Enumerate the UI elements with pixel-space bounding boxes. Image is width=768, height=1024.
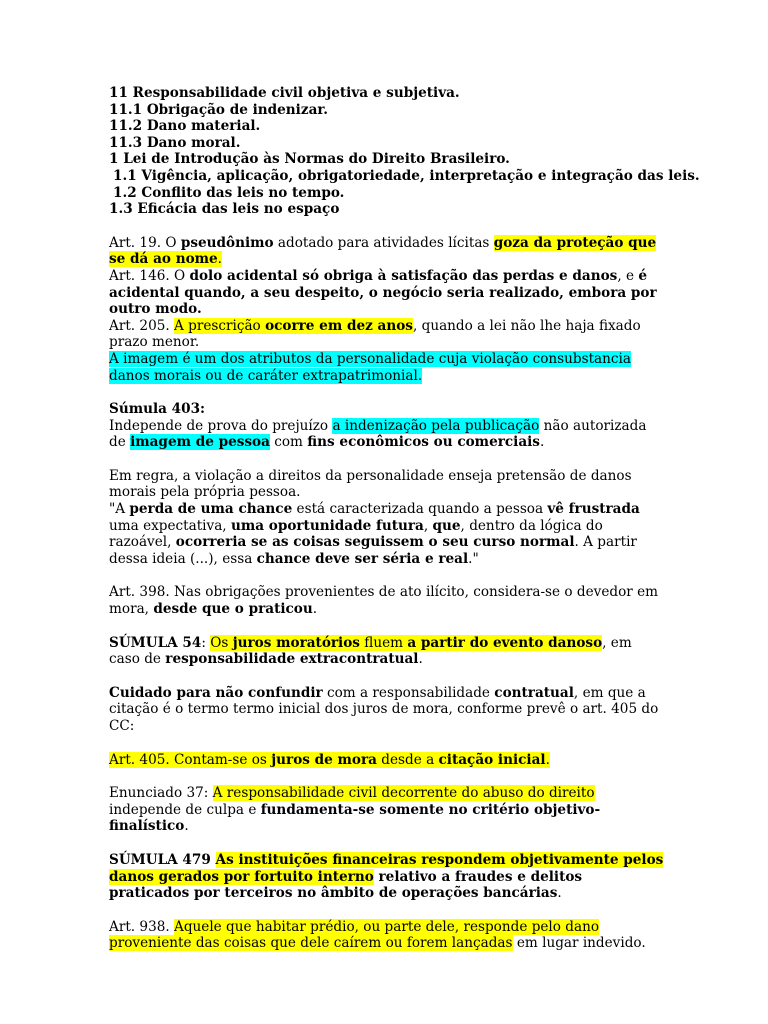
art-405-paragraph — [109, 752, 664, 769]
text-run: relativo a fraudes e delitos praticados por terceiros no âmbito de operações bancárias — [109, 868, 583, 902]
highlight-cyan: a indenização pela publicação — [332, 417, 540, 434]
toc-item: 1 Lei de Introdução às Normas do Direito Brasileiro. — [109, 151, 510, 168]
toc-item: 1.2 Conflito das leis no tempo. — [113, 184, 345, 201]
text-run: . — [557, 885, 562, 902]
text-run: é acidental quando, a seu despeito, o negócio seria realizado, embora por outro modo. — [109, 267, 657, 318]
highlight-yellow: goza da proteção que se dá ao nome — [109, 234, 657, 268]
text-run: , e — [617, 267, 639, 284]
toc-item: 1.3 Eficácia das leis no espaço — [109, 201, 340, 218]
imagem-paragraph — [109, 351, 664, 384]
text-run: . — [539, 434, 545, 451]
highlight-yellow: Os — [210, 634, 233, 651]
highlight-yellow: A prescrição — [174, 317, 266, 334]
text-run: dolo acidental só obriga à satisfação das perdas e danos — [189, 267, 618, 284]
text-run: desde que o praticou — [153, 601, 313, 618]
highlight-yellow: A responsabilidade civil decorrente do abuso do direito — [212, 785, 595, 802]
text-run: adotado para atividades lícitas — [273, 234, 494, 251]
text-run: "A — [109, 501, 130, 518]
text-run: Independe de prova do prejuízo — [109, 417, 333, 434]
sumula-54-paragraph — [109, 635, 664, 668]
text-run: que — [432, 517, 461, 534]
text-run: . A partir dessa ideia (...), essa — [109, 534, 637, 567]
enunciado-37-paragraph — [109, 785, 664, 835]
art-398-paragraph — [109, 584, 664, 617]
text-run: com a responsabilidade — [322, 684, 495, 701]
text-run: ocorreria se as coisas seguissem o seu curso normal — [175, 534, 575, 551]
text-run: independe de culpa e — [109, 801, 261, 818]
highlight-yellow: . — [545, 751, 550, 768]
toc-item: 11.2 Dano material. — [109, 118, 261, 135]
text-run: , em caso de — [109, 634, 632, 668]
art-146-paragraph — [109, 268, 664, 318]
text-run: , em que a citação é o termo termo inicial dos juros de mora, conforme prevê o art. 405 do CC: — [109, 684, 659, 734]
text-run: . — [312, 601, 318, 618]
text-run: SÚMULA 54 — [109, 634, 202, 651]
cuidado-paragraph — [109, 685, 664, 735]
art-19-paragraph — [109, 235, 664, 268]
highlight-yellow: juros moratórios — [232, 634, 360, 651]
text-run: Enunciado 37: — [109, 785, 213, 802]
text-run: , quando a lei não lhe haja fixado prazo menor. — [109, 317, 641, 351]
text-run: está caracterizada quando a pessoa — [292, 501, 548, 518]
highlight-cyan: imagem de pessoa — [130, 434, 270, 451]
text-run: . — [418, 651, 423, 668]
highlight-yellow: fluem — [359, 634, 408, 651]
text-run: SÚMULA 479 — [109, 851, 216, 868]
highlight-yellow: citação inicial — [438, 751, 546, 768]
text-run: em lugar indevido. — [512, 935, 646, 952]
toc-item: 11.3 Dano moral. — [109, 134, 241, 151]
table-of-contents — [109, 85, 700, 218]
text-run: com — [269, 434, 308, 451]
perda-chance-paragraph — [109, 501, 664, 567]
text-run: Súmula 403: — [109, 401, 206, 418]
highlight-yellow: Art. 405. Contam-se os — [109, 751, 272, 768]
text-run: contratual — [494, 684, 574, 701]
text-run: responsabilidade extracontratual — [165, 651, 419, 668]
art-205-paragraph — [109, 318, 664, 351]
text-run: perda de uma chance — [129, 501, 293, 518]
text-run: fins econômicos ou comerciais — [307, 434, 540, 451]
highlight-yellow: As instituições financeiras respondem objetivamente pelos danos gerados por fortuito interno — [109, 851, 664, 885]
text-run: uma oportunidade futura — [230, 517, 424, 534]
highlight-yellow: . — [217, 251, 222, 268]
toc-item: 11 Responsabilidade civil objetiva e subjetiva. — [109, 85, 460, 101]
highlight-yellow: juros de mora — [271, 751, 377, 768]
highlight-yellow: a partir do evento danoso — [407, 634, 603, 651]
text-run: . — [184, 818, 189, 835]
sumula-403-title — [109, 401, 664, 418]
text-run: chance deve ser séria e real — [256, 550, 469, 567]
highlight-yellow: ocorre em dez anos — [265, 317, 413, 334]
text-run: não autorizada de — [109, 417, 647, 451]
highlight-yellow: desde a — [376, 751, 439, 768]
text-run: pseudônimo — [180, 234, 274, 251]
text-run: vê frustrada — [547, 501, 640, 518]
text-run: ." — [468, 550, 479, 567]
regra-paragraph: Em regra, a violação a direitos da personalidade enseja pretensão de danos morais pela própria pessoa. — [109, 467, 632, 501]
text-run: Art. 398. Nas obrigações provenientes de ato ilícito, considera-se o devedor em mora, — [109, 584, 659, 618]
text-run: uma expectativa, — [109, 517, 231, 534]
text-run: , — [423, 517, 433, 534]
text-run: Art. 205. — [109, 317, 175, 334]
highlight-cyan: A imagem é um dos atributos da personalidade cuja violação consubstancia danos morais ou de caráter extrapatrimonial. — [109, 350, 631, 384]
text-run: Art. 19. O — [109, 234, 181, 251]
text-run: : — [201, 634, 211, 651]
text-run: Art. 146. O — [109, 267, 190, 284]
toc-item: 1.1 Vigência, aplicação, obrigatoriedade, interpretação e integração das leis. — [113, 167, 700, 184]
text-run: , dentro da lógica do razoável, — [109, 517, 603, 551]
document-page — [109, 85, 700, 952]
text-run: Art. 938. — [109, 918, 175, 935]
text-run: fundamenta-se somente no critério objetivo-finalístico — [109, 801, 601, 835]
toc-item: 11.1 Obrigação de indenizar. — [109, 101, 329, 118]
sumula-403-paragraph — [109, 418, 664, 451]
sumula-479-paragraph — [109, 852, 664, 902]
text-run: Cuidado para não confundir — [109, 684, 323, 701]
art-938-paragraph — [109, 919, 664, 952]
highlight-yellow: Aquele que habitar prédio, ou parte dele, responde pelo dano proveniente das coisas que dele caírem ou forem lançadas — [109, 918, 600, 952]
